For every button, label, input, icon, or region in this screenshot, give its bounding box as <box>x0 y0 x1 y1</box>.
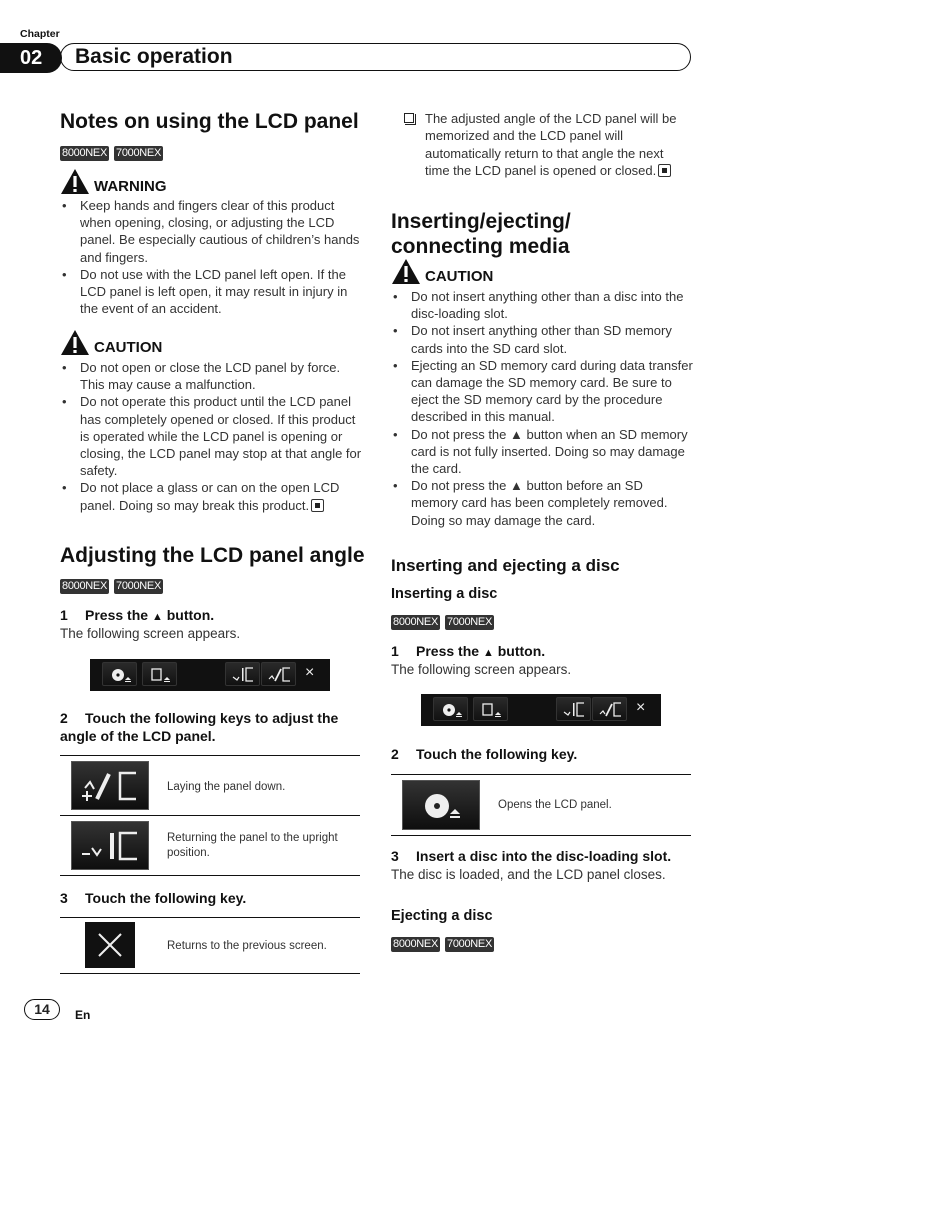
end-mark-icon <box>311 499 324 512</box>
chapter-label: Chapter <box>20 28 60 40</box>
caution-item: • Do not open or close the LCD panel by force. This may cause a malfunction. <box>60 359 362 393</box>
warning-item: • Do not use with the LCD panel left open. If the LCD panel is left open, it may result in injury in the event of an accident. <box>60 266 362 318</box>
language-label: En <box>75 1008 91 1022</box>
warning-label: WARNING <box>94 178 167 195</box>
insert-step-1-desc: The following screen appears. <box>391 662 572 677</box>
sd-eject-key[interactable] <box>473 697 508 721</box>
notes-title: Notes on using the LCD panel <box>60 110 359 133</box>
model-badges <box>60 579 163 594</box>
model-badges <box>60 146 163 161</box>
eject-icon: ▲ <box>482 647 494 659</box>
model-badge: 7000NEX <box>447 616 492 628</box>
adjust-step-1: 1 Press the ▲ button. <box>60 607 215 623</box>
caution-icon <box>60 329 90 356</box>
caution-item: • Do not place a glass or can on the open LCD panel. Doing so may break this product. <box>60 479 362 513</box>
table-row <box>60 918 360 974</box>
insert-step-3-desc: The disc is loaded, and the LCD panel closes. <box>391 867 666 882</box>
adjust-step-2: 2 Touch the following keys to adjust the angle of the LCD panel. <box>60 710 339 744</box>
sd-eject-key[interactable] <box>142 662 177 686</box>
sd-eject-icon <box>474 698 509 722</box>
lay-down-icon <box>262 663 297 687</box>
table-row <box>60 756 360 816</box>
disc-eject-key[interactable] <box>402 780 480 830</box>
caution-list <box>60 359 362 514</box>
insert-step-2: 2 Touch the following key. <box>391 746 578 762</box>
warning-heading <box>60 168 167 195</box>
ejecting-title: Ejecting a disc <box>391 908 493 924</box>
disc-eject-key[interactable] <box>102 662 137 686</box>
close-key[interactable] <box>85 922 135 968</box>
caution-item: • Do not press the ▲ button when an SD memory card is not fully inserted. Doing so may damage the card. <box>391 426 693 478</box>
caution-item: • Do not insert anything other than a disc into the disc-loading slot. <box>391 288 693 322</box>
table-row <box>391 775 691 836</box>
lay-down-key[interactable] <box>592 697 627 721</box>
sd-eject-icon <box>143 663 178 687</box>
model-badge: 8000NEX <box>62 580 107 592</box>
model-badges <box>391 937 494 952</box>
model-badges <box>391 615 494 630</box>
disc-eject-icon <box>103 663 138 687</box>
lcd-screen-bar <box>421 694 661 726</box>
caution-heading <box>391 258 493 285</box>
upright-icon <box>557 698 592 722</box>
caution-label: CAUTION <box>425 268 494 285</box>
media-caution-list <box>391 288 693 529</box>
model-badge: 7000NEX <box>116 580 161 592</box>
insert-step-1: 1 Press the ▲ button. <box>391 643 546 659</box>
model-badge: 7000NEX <box>447 938 492 950</box>
caution-item: • Ejecting an SD memory card during data transfer can damage the SD memory card. Be sure to eject the SD memory card by the procedure described in this manual. <box>391 357 693 426</box>
warning-item: • Keep hands and fingers clear of this product when opening, closing, or adjusting the LCD panel. Be especially cautious of children’s hands and fingers. <box>60 197 362 266</box>
warning-icon <box>60 168 90 195</box>
model-badge: 8000NEX <box>393 938 438 950</box>
lay-down-icon <box>593 698 628 722</box>
media-title: Inserting/ejecting/ connecting media <box>391 210 571 258</box>
upright-key[interactable] <box>225 662 260 686</box>
disc-title: Inserting and ejecting a disc <box>391 556 620 575</box>
model-badge: 7000NEX <box>116 147 161 159</box>
close-key-table <box>60 917 360 974</box>
table-row <box>60 816 360 876</box>
eject-icon: ▲ <box>151 611 163 623</box>
disc-eject-key[interactable] <box>433 697 468 721</box>
caution-item: • Do not operate this product until the LCD panel has completely opened or closed. If this product is operated while the LCD panel is opening or closing, the LCD panel may stop at that angle for safety. <box>60 393 362 479</box>
caution-item: • Do not press the ▲ button before an SD memory card has been completely removed. Doing so may damage the card. <box>391 477 693 529</box>
key-description: Laying the panel down. <box>167 781 286 793</box>
lay-down-key[interactable] <box>71 761 149 810</box>
inserting-title: Inserting a disc <box>391 586 498 602</box>
upright-key[interactable] <box>556 697 591 721</box>
note-checkbox-icon <box>404 113 414 123</box>
lcd-screen-bar <box>90 659 330 691</box>
caution-label: CAUTION <box>94 339 163 356</box>
key-description: Returning the panel to the upright position. <box>167 832 338 859</box>
caution-heading <box>60 329 162 356</box>
close-icon[interactable]: × <box>305 664 315 681</box>
close-icon <box>85 922 135 968</box>
model-badge: 8000NEX <box>393 616 438 628</box>
end-mark-icon <box>658 164 671 177</box>
close-icon[interactable]: × <box>636 699 646 716</box>
lay-down-key[interactable] <box>261 662 296 686</box>
upright-icon <box>72 822 148 869</box>
warning-list <box>60 197 362 317</box>
caution-item: • Do not insert anything other than SD memory cards into the SD card slot. <box>391 322 693 356</box>
open-key-table <box>391 774 691 836</box>
insert-step-3: 3 Insert a disc into the disc-loading slot. <box>391 848 672 864</box>
caution-icon <box>391 258 421 285</box>
lay-down-icon <box>72 762 148 809</box>
chapter-title: Basic operation <box>60 43 691 71</box>
model-badge: 8000NEX <box>62 147 107 159</box>
key-description: Opens the LCD panel. <box>498 799 612 811</box>
chapter-number: 02 <box>0 43 62 73</box>
adjust-title: Adjusting the LCD panel angle <box>60 544 365 567</box>
adjust-step-1-desc: The following screen appears. <box>60 626 241 641</box>
upright-key[interactable] <box>71 821 149 870</box>
upright-icon <box>226 663 261 687</box>
adjust-step-3: 3 Touch the following key. <box>60 890 247 906</box>
note-memorize: The adjusted angle of the LCD panel will be memorized and the LCD panel will automatically return to that angle the next time the LCD panel is opened or closed. <box>391 110 691 179</box>
disc-eject-icon <box>434 698 469 722</box>
page-number: 14 <box>24 999 60 1020</box>
disc-eject-icon <box>403 781 479 829</box>
adjust-keys-table <box>60 755 360 876</box>
key-description: Returns to the previous screen. <box>167 940 327 952</box>
